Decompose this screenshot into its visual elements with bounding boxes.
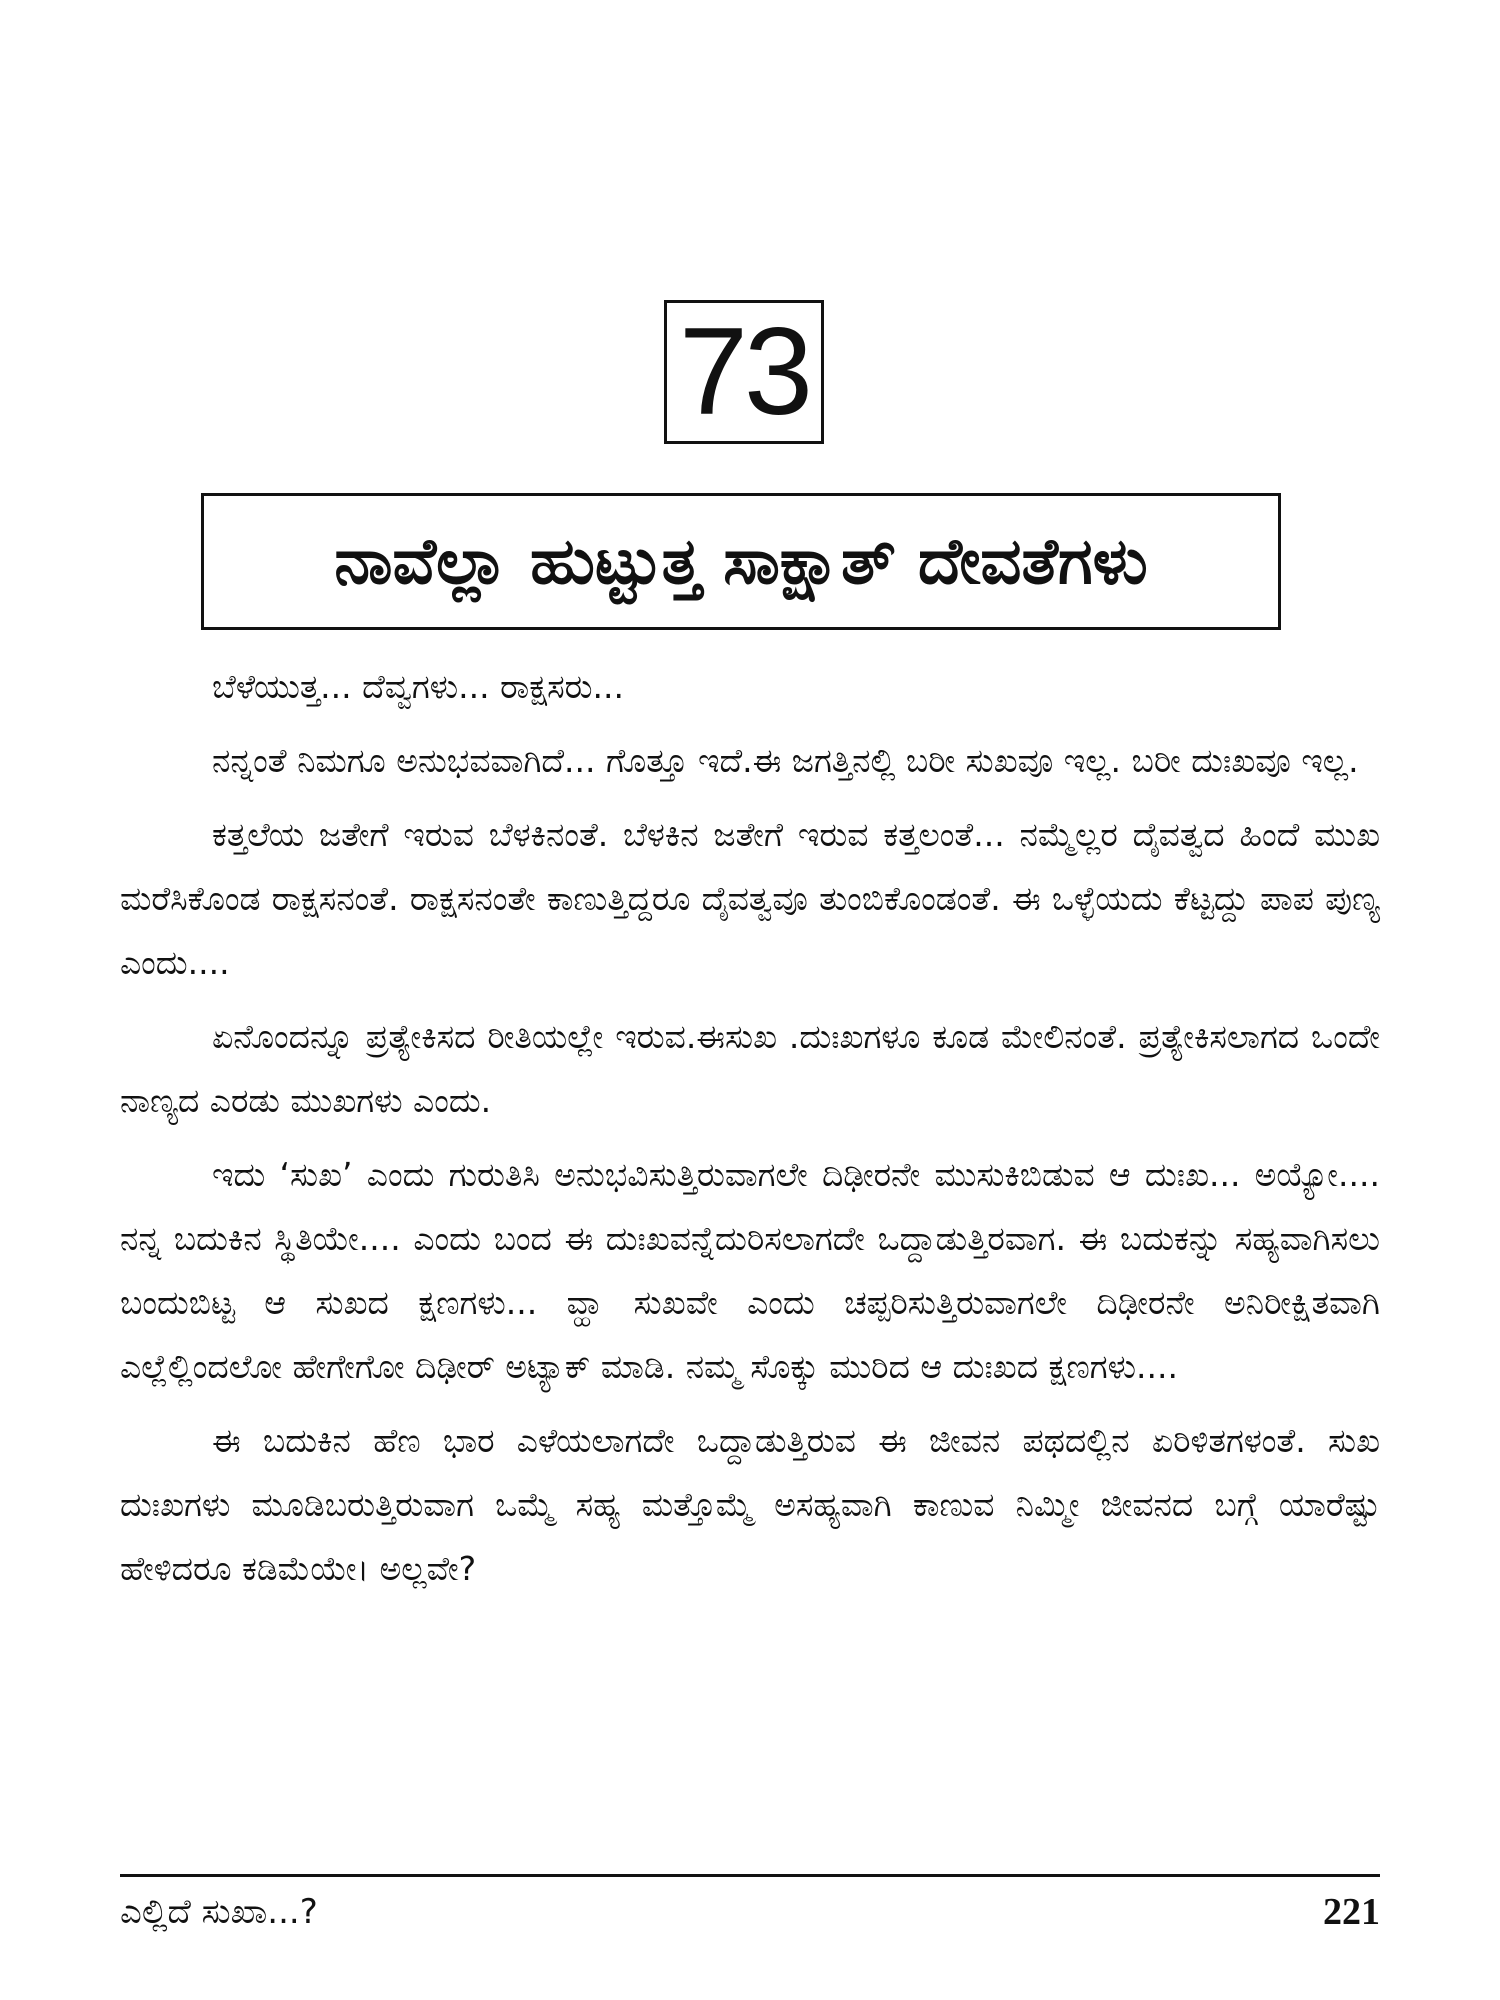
paragraph: ಈ ಬದುಕಿನ ಹೆಣ ಭಾರ ಎಳೆಯಲಾಗದೇ ಒದ್ದಾಡುತ್ತಿರುವ ಈ ಜೀವನ ಪಥದಲ್ಲಿನ ಏರಿಳಿತಗಳಂತೆ. ಸುಖ ದುಃಖಗಳು ಮೂಡಿಬರುತ್ತಿರುವಾಗ ಒಮ್ಮೆ ಸಹ್ಯ ಮತ್ತೊಮ್ಮೆ ಅಸಹ್ಯವಾಗಿ ಕಾಣುವ ನಿಮ್ಮೀ ಜೀವನದ ಬಗ್ಗೆ ಯಾರೆಷ್ಟು ಹೇಳಿದರೂ ಕಡಿಮೆಯೇ। ಅಲ್ಲವೇ? xyxy=(120,1421,1380,1588)
paragraph: ಇದು ‘ಸುಖ’ ಎಂದು ಗುರುತಿಸಿ ಅನುಭವಿಸುತ್ತಿರುವಾಗಲೇ ದಿಢೀರನೇ ಮುಸುಕಿಬಿಡುವ ಆ ದುಃಖ... ಅಯ್ಯೋ.... ನನ್ನ ಬದುಕಿನ ಸ್ಥಿತಿಯೇ.... ಎಂದು ಬಂದ ಈ ದುಃಖವನ್ನೆದುರಿಸಲಾಗದೇ ಒದ್ದಾಡುತ್ತಿರವಾಗ. ಈ ಬದುಕನ್ನು ಸಹ್ಯವಾಗಿಸಲು ಬಂದುಬಿಟ್ಟ ಆ ಸುಖದ ಕ್ಷಣಗಳು... ವ್ಹಾ ಸುಖವೇ ಎಂದು ಚಪ್ಪರಿಸುತ್ತಿರುವಾಗಲೇ ದಿಢೀರನೇ ಅನಿರೀಕ್ಷಿತವಾಗಿ ಎಲ್ಲೆಲ್ಲಿಂದಲೋ ಹೇಗೇಗೋ ದಿಢೀರ್ ಅಟ್ಯಾಕ್ ಮಾಡಿ. ನಮ್ಮ ಸೊಕ್ಕು ಮುರಿದ ಆ ದುಃಖದ ಕ್ಷಣಗಳು.... xyxy=(120,1155,1380,1386)
paragraph: ಕತ್ತಲೆಯ ಜತೇಗೆ ಇರುವ ಬೆಳಕಿನಂತೆ. ಬೆಳಕಿನ ಜತೇಗೆ ಇರುವ ಕತ್ತಲಂತೆ... ನಮ್ಮೆಲ್ಲರ ದೈವತ್ವದ ಹಿಂದೆ ಮುಖ ಮರೆಸಿಕೊಂಡ ರಾಕ್ಷಸನಂತೆ. ರಾಕ್ಷಸನಂತೇ ಕಾಣುತ್ತಿದ್ದರೂ ದೈವತ್ವವೂ ತುಂಬಿಕೊಂಡಂತೆ. ಈ ಒಳ್ಳೆಯದು ಕೆಟ್ಟದ್ದು ಪಾಪ ಪುಣ್ಯ ಎಂದು.... xyxy=(120,815,1380,982)
footer-book-title: ಎಲ್ಲಿದೆ ಸುಖಾ...? xyxy=(120,1892,318,1932)
chapter-title-box xyxy=(201,493,1281,630)
paragraph: ಬೆಳೆಯುತ್ತ... ದೆವ್ವಗಳು... ರಾಕ್ಷಸರು... xyxy=(212,667,625,706)
chapter-number: 73 xyxy=(679,303,809,441)
footer-divider xyxy=(120,1874,1380,1877)
paragraph: ಏನೊಂದನ್ನೂ ಪ್ರತ್ಯೇಕಿಸದ ರೀತಿಯಲ್ಲೇ ಇರುವ.ಈಸುಖ .ದುಃಖಗಳೂ ಕೂಡ ಮೇಲಿನಂತೆ. ಪ್ರತ್ಯೇಕಿಸಲಾಗದ ಒಂದೇ ನಾಣ್ಯದ ಎರಡು ಮುಖಗಳು ಎಂದು. xyxy=(120,1017,1380,1120)
page-number: 221 xyxy=(1323,1891,1380,1933)
body-text xyxy=(120,655,1380,1611)
chapter-number-box xyxy=(664,300,824,444)
paragraph: ನನ್ನಂತೆ ನಿಮಗೂ ಅನುಭವವಾಗಿದೆ... ಗೊತ್ತೂ ಇದೆ.ಈ ಜಗತ್ತಿನಲ್ಲಿ ಬರೀ ಸುಖವೂ ಇಲ್ಲ. ಬರೀ ದುಃಖವೂ ಇಲ್ಲ. xyxy=(212,741,1359,780)
chapter-title: ನಾವೆಲ್ಲಾ ಹುಟ್ಟುತ್ತ ಸಾಕ್ಷಾತ್ ದೇವತೆಗಳು xyxy=(334,524,1148,599)
